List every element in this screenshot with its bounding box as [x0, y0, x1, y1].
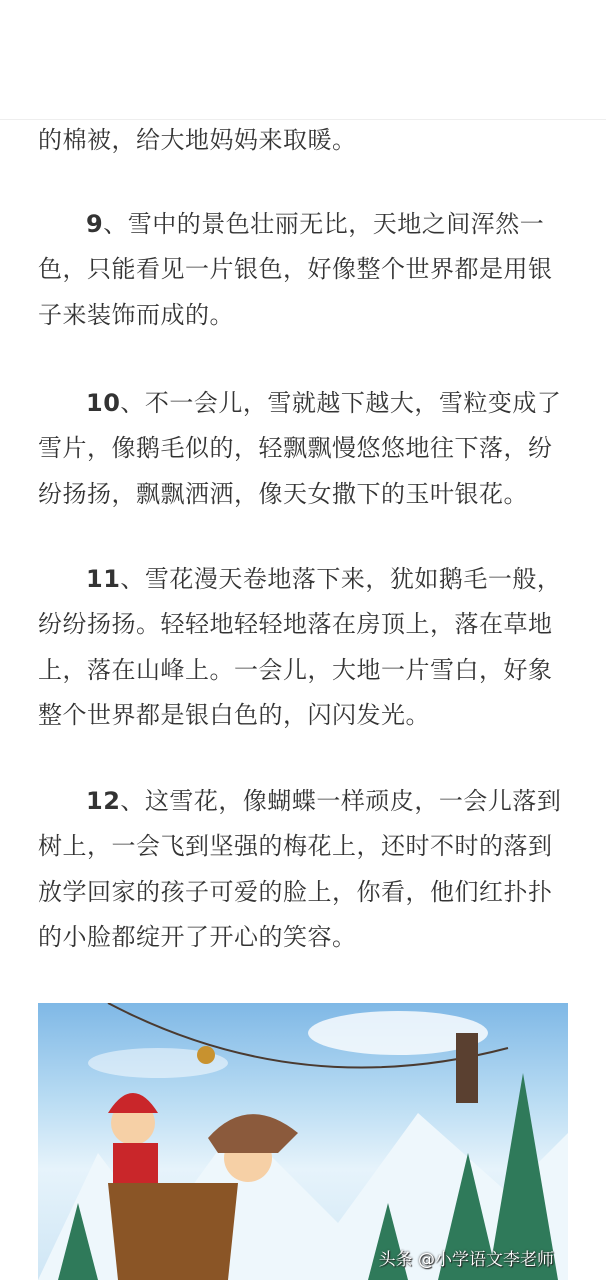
- item-number: 10: [86, 389, 121, 417]
- text-line: 子来装饰而成的。: [38, 300, 234, 329]
- text-line: 纷扬扬，飘飘洒洒，像天女撒下的玉叶银花。: [38, 479, 528, 508]
- text-line: 放学回家的孩子可爱的脸上，你看，他们红扑扑: [38, 877, 553, 906]
- text-line: 纷纷扬扬。轻轻地轻轻地落在房顶上，落在草地: [38, 610, 553, 639]
- text-line: 、这雪花，像蝴蝶一样顽皮，一会儿落到: [120, 787, 562, 815]
- text-line: 上，落在山峰上。一会儿，大地一片雪白，好象: [38, 655, 553, 684]
- winter-illustration[interactable]: [38, 1003, 568, 1280]
- text-line: 色，只能看见一片银色，好像整个世界都是用银: [38, 255, 553, 284]
- paragraph-11: [38, 557, 578, 738]
- text-line: 的棉被，给大地妈妈来取暖。: [38, 126, 357, 154]
- watermark: 头条 @小学语文李老师: [378, 1250, 554, 1270]
- paragraph-9: [38, 202, 578, 338]
- text-line: 、雪中的景色壮丽无比，天地之间浑然一: [103, 210, 545, 238]
- text-line: 、雪花漫天卷地落下来，犹如鹅毛一般，: [120, 565, 562, 593]
- text-line: 雪片，像鹅毛似的，轻飘飘慢悠悠地往下落，纷: [38, 434, 553, 463]
- winter-scene-graphic: [38, 1003, 568, 1280]
- paragraph-10: [38, 381, 578, 517]
- text-line: 整个世界都是银白色的，闪闪发光。: [38, 700, 430, 729]
- top-bar: [0, 0, 606, 120]
- text-line: 树上，一会飞到坚强的梅花上，还时不时的落到: [38, 832, 553, 861]
- paragraph-12: [38, 779, 578, 960]
- text-line: 的小脸都绽开了开心的笑容。: [38, 922, 357, 951]
- item-number: 12: [86, 787, 121, 815]
- item-number: 11: [86, 565, 121, 593]
- text-line: 、不一会儿，雪就越下越大，雪粒变成了: [120, 389, 562, 417]
- item-number: 9: [86, 210, 104, 238]
- paragraph-intro-tail: [38, 118, 578, 163]
